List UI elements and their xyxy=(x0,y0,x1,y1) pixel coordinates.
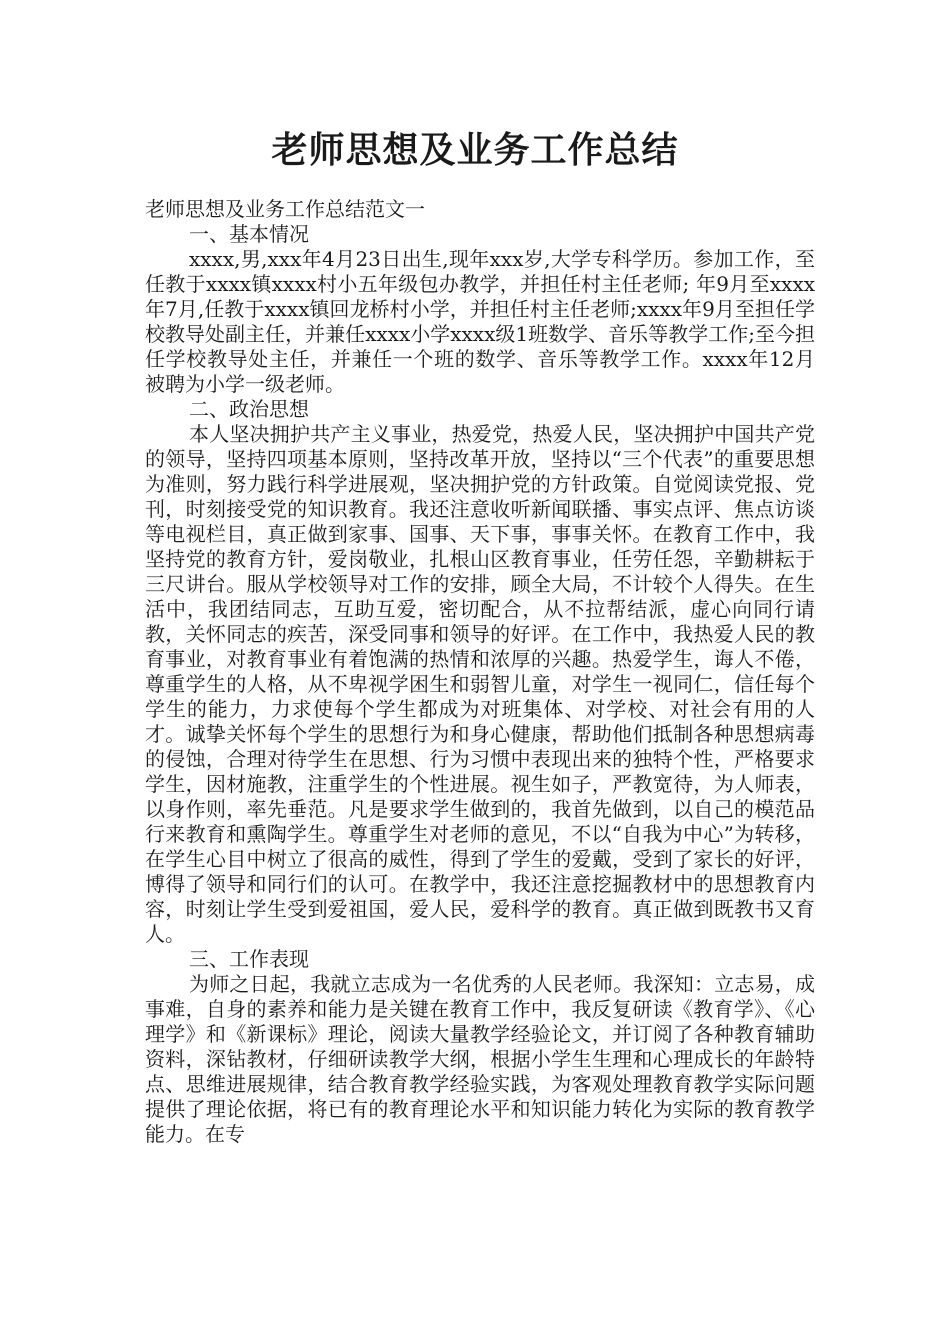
document-body xyxy=(145,197,815,1147)
document-subtitle: 老师思想及业务工作总结范文一 xyxy=(145,197,425,221)
section-heading-work-performance: 三、工作表现 xyxy=(189,947,309,971)
section-paragraph-work-performance: 为师之日起，我就立志成为一名优秀的人民老师。我深知：立志易，成事难，自身的素养和能力是关键在教育工作中，我反复研读《教育学》、《心理学》和《新课标》理论，阅读大量教学经验论文，并订阅了各种教育辅助资料，深钻教材，仔细研读教学大纲，根据小学生生理和心理成长的年龄特点、思维进展规律，结合教育教学经验实践，为客观处理教育教学实际问题提供了理论依据，将已有的教育理论水平和知识能力转化为实际的教育教学能力。在专 xyxy=(145,972,815,1146)
section-paragraph-basic-info: xxxx,男,xxx年4月23日出生,现年xxx岁,大学专科学历。参加工作，至任教于xxxx镇xxxx村小五年级包办教学，并担任村主任老师; 年9月至xxxx年7月,任教于xxxx镇回龙桥村小学，并担任村主任老师;xxxx年9月至担任学校教导处副主任，并兼任xxxx小学xxxx级1班数学、音乐等教学工作;至今担任学校教导处主任，并兼任一个班的数学、音乐等教学工作。xxxx年12月被聘为小学一级老师。 xyxy=(145,247,815,396)
document-title: 老师思想及业务工作总结 xyxy=(271,130,679,171)
section-heading-basic-info: 一、基本情况 xyxy=(189,222,309,246)
section-paragraph-political-thought: 本人坚决拥护共产主义事业，热爱党，热爱人民，坚决拥护中国共产党的领导，坚持四项基本原则，坚持改革开放，坚持以“三个代表”的重要思想为准则，努力践行科学进展观，坚决拥护党的方针政策。自觉阅读党报、党刊，时刻接受党的知识教育。我还注意收听新闻联播、事实点评、焦点访谈等电视栏目，真正做到家事、国事、天下事，事事关怀。在教育工作中，我坚持党的教育方针，爱岗敬业，扎根山区教育事业，任劳任怨，辛勤耕耘于三尺讲台。服从学校领导对工作的安排，顾全大局，不计较个人得失。在生活中，我团结同志，互助互爱，密切配合，从不拉帮结派，虚心向同行请教，关怀同志的疾苦，深受同事和领导的好评。在工作中，我热爱人民的教育事业，对教育事业有着饱满的热情和浓厚的兴趣。热爱学生，诲人不倦，尊重学生的人格，从不卑视学困生和弱智儿童，对学生一视同仁，信任每个学生的能力，力求使每个学生都成为对班集体、对学校、对社会有用的人才。诚挚关怀每个学生的思想行为和身心健康，帮助他们抵制各种思想病毒的侵蚀，合理对待学生在思想、行为习惯中表现出来的独特个性，严格要求学生，因材施教，注重学生的个性进展。视生如子，严教宽待，为人师表，以身作则，率先垂范。凡是要求学生做到的，我首先做到，以自己的模范品行来教育和熏陶学生。尊重学生对老师的意见，不以“自我为中心”为转移，在学生心目中树立了很高的威性，得到了学生的爱戴，受到了家长的好评，博得了领导和同行们的认可。在教学中，我还注意挖掘教材中的思想教育内容，时刻让学生受到爱祖国，爱人民，爱科学的教育。真正做到既教书又育人。 xyxy=(145,422,815,946)
section-heading-political-thought: 二、政治思想 xyxy=(189,397,309,421)
